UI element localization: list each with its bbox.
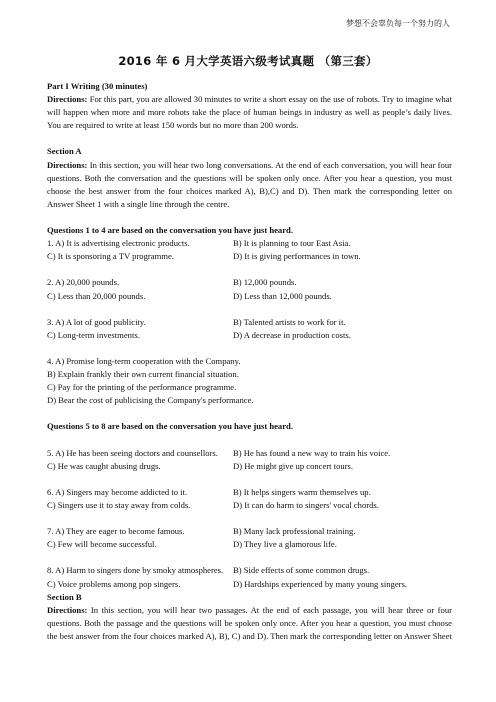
directions-label: Directions:: [47, 159, 88, 170]
option-b: B) 12,000 pounds.: [233, 277, 297, 288]
question-group-2-heading: Questions 5 to 8 are based on the conversation you have just heard.: [47, 421, 293, 432]
question-3: [47, 316, 452, 329]
question-6: [47, 486, 452, 499]
section-a-directions: [47, 159, 452, 211]
directions-text: For this part, you are allowed 30 minutes to write a short essay on the use of robots. Try to imagine what will happen when more and more robots take the place of human beings in industry as well as people’s daily lives. You are required to write at least 150 words but no more than 200 words.: [47, 94, 452, 131]
question-7: [47, 525, 452, 538]
option-d: D) It can do harm to singers' vocal chords.: [233, 500, 379, 510]
option-c: C) Few will become successful.: [47, 539, 157, 550]
question-2: [47, 276, 452, 289]
question-1: [47, 237, 452, 250]
directions-text: In this section, you will hear two passages. At the end of each passage, you will hear three or four questions. Both the passage and the questions will be spoken only once. After you hear a question, you must choose the best answer from the four choices marked A), B), C) and D). Then mark the corresponding letter on Answer Sheet: [47, 604, 452, 641]
option-b: B) It is planning to tour East Asia.: [233, 238, 351, 249]
option-a: 2. A) 20,000 pounds.: [47, 277, 120, 288]
part1-heading: Part I Writing (30 minutes): [47, 81, 148, 91]
option-c: C) Long-term investments.: [47, 329, 140, 340]
option-c: C) It is sponsoring a TV programme.: [47, 251, 174, 262]
option-a: 5. A) He has been seeing doctors and counsellors.: [47, 447, 218, 458]
option-a: 3. A) A lot of good publicity.: [47, 316, 146, 327]
document-body: [47, 80, 452, 643]
option-d: D) A decrease in production costs.: [233, 329, 351, 340]
option-b: B) Many lack professional training.: [233, 526, 356, 537]
directions-label: Directions:: [47, 94, 88, 105]
question-group-1-heading: Questions 1 to 4 are based on the conversation you have just heard.: [47, 225, 293, 236]
option-b: B) It helps singers warm themselves up.: [233, 486, 371, 497]
question-4: [47, 355, 452, 407]
section-b-directions: [47, 604, 452, 643]
page-title: 2016 年 6 月大学英语六级考试真题 （第三套）: [118, 54, 378, 68]
option-d: D) Less than 12,000 pounds.: [233, 290, 332, 301]
option-b: B) Talented artists to work for it.: [233, 316, 346, 327]
section-a-heading: Section A: [47, 146, 82, 157]
directions-label: Directions:: [47, 604, 88, 615]
option-c: C) Less than 20,000 pounds.: [47, 290, 146, 301]
option-a: 6. A) Singers may become addicted to it.: [47, 486, 188, 497]
option-c: C) Singers use it to stay away from colds.: [47, 500, 191, 510]
option-a: 1. A) It is advertising electronic products.: [47, 238, 190, 249]
option-a: 4. A) Promise long-term cooperation with the Company.: [47, 355, 241, 366]
option-d: D) It is giving performances in town.: [233, 251, 361, 262]
option-b: B) Side effects of some common drugs.: [233, 565, 370, 576]
option-c: C) Pay for the printing of the performance programme.: [47, 382, 237, 393]
option-b: B) Explain frankly their own current financial situation.: [47, 369, 239, 380]
section-b-heading: Section B: [47, 591, 82, 602]
option-d: D) Hardships experienced by many young singers.: [233, 578, 407, 589]
directions-text: In this section, you will hear two long conversations. At the end of each conversation, you will hear four questions. Both the conversation and the questions will be spoken only once. After you hear a question, you must choose the best answer from the four choices marked A), B),C) and D). Then mark the corresponding letter on Answer Sheet 1 with a single line through the centre.: [47, 159, 452, 209]
question-5: [47, 447, 452, 460]
option-a: 7. A) They are eager to become famous.: [47, 526, 185, 537]
question-8: [47, 564, 452, 577]
header-watermark: 梦想不会辜负每一个努力的人: [346, 19, 450, 28]
option-c: C) He was caught abusing drugs.: [47, 460, 161, 471]
option-d: D) He might give up concert tours.: [233, 460, 354, 471]
part1-directions: [47, 93, 452, 132]
option-d: D) They live a glamorous life.: [233, 539, 337, 550]
option-c: C) Voice problems among pop singers.: [47, 578, 181, 589]
option-d: D) Bear the cost of publicising the Company's performance.: [47, 395, 254, 406]
option-b: B) He has found a new way to train his voice.: [233, 447, 391, 458]
option-a: 8. A) Harm to singers done by smoky atmospheres.: [47, 565, 224, 576]
